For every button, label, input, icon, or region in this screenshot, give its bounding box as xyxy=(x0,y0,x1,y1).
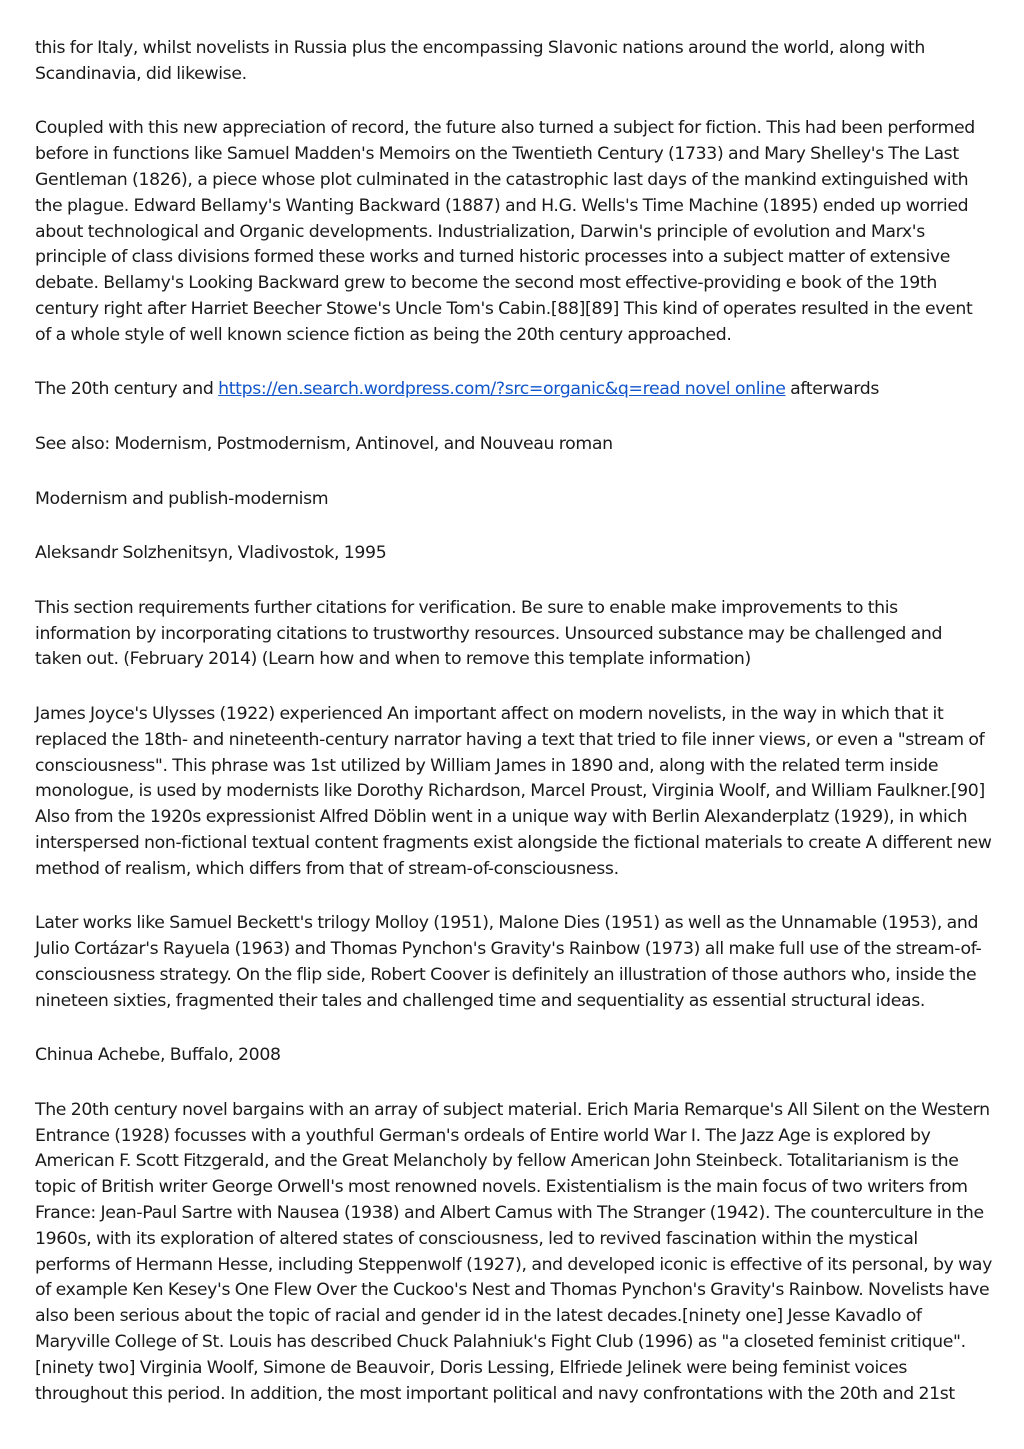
caption-achebe: Chinua Achebe, Buffalo, 2008 xyxy=(35,1045,281,1066)
heading-20th-century-lead: The 20th century and xyxy=(35,379,219,400)
caption-solzhenitsyn: Aleksandr Solzhenitsyn, Vladivostok, 1995 xyxy=(35,543,387,564)
heading-20th-century xyxy=(35,377,993,403)
heading-20th-century-tail: afterwards xyxy=(785,379,880,400)
paragraph-later-works: Later works like Samuel Beckett's trilogy Molloy (1951), Malone Dies (1951) as well as the Unnamable (1953), and Julio Cortázar's Rayuela (1963) and Thomas Pynchon's Gravity's Rainbow (1973) all make full use of the stream-of-consciousness strategy. On the flip side, Robert Coover is definitely an illustration of those authors who, inside the nineteen sixties, fragmented their tales and challenged time and sequentiality as essential structural ideas. xyxy=(35,913,982,1011)
citation-notice: This section requirements further citations for verification. Be sure to enable make improvements to this information by incorporating citations to trustworthy resources. Unsourced substance may be challenged and taken out. (February 2014) (Learn how and when to remove this template information) xyxy=(35,597,943,670)
search-link[interactable]: https://en.search.wordpress.com/?src=organic&q=read novel online xyxy=(218,379,786,400)
paragraph-joyce-ulysses: James Joyce's Ulysses (1922) experienced An important affect on modern novelists, in the way in which that it replaced the 18th- and nineteenth-century narrator having a text that tried to file inner views, or even a "stream of consciousness". This phrase was 1st utilized by William James in 1890 and, along with the related term inside monologue, is used by modernists like Dorothy Richardson, Marcel Proust, Virginia Woolf, and William Faulkner.[90] Also from the 1920s expressionist Alfred Döblin went in a unique way with Berlin Alexanderplatz (1929), in which interspersed non-fictional textual content fragments exist alongside the fictional materials to create A different new method of realism, which differs from that of stream-of-consciousness. xyxy=(35,703,992,879)
paragraph-italy-continuation: this for Italy, whilst novelists in Russia plus the encompassing Slavonic nations around the world, along with Scandinavia, did likewise. xyxy=(35,38,925,84)
document-body xyxy=(35,36,993,1436)
paragraph-future-fiction: Coupled with this new appreciation of record, the future also turned a subject for fiction. This had been performed before in functions like Samuel Madden's Memoirs on the Twentieth Century (1733) and Mary Shelley's The Last Gentleman (1826), a piece whose plot culminated in the catastrophic last days of the mankind extinguished with the plague. Edward Bellamy's Wanting Backward (1887) and H.G. Wells's Time Machine (1895) ended up worried about technological and Organic developments. Industrialization, Darwin's principle of evolution and Marx's principle of class divisions formed these works and turned historic processes into a subject matter of extensive debate. Bellamy's Looking Backward grew to become the second most effective-providing e book of the 19th century right after Harriet Beecher Stowe's Uncle Tom's Cabin.[88][89] This kind of operates resulted in the event of a whole style of well known science fiction as being the 20th century approached. xyxy=(35,118,975,345)
heading-modernism: Modernism and publish-modernism xyxy=(35,488,329,509)
see-also-line: See also: Modernism, Postmodernism, Antinovel, and Nouveau roman xyxy=(35,433,613,454)
paragraph-20th-century-novel: The 20th century novel bargains with an array of subject material. Erich Maria Remarque's All Silent on the Western Entrance (1928) focusses with a youthful German's ordeals of Entire world War I. The Jazz Age is explored by American F. Scott Fitzgerald, and the Great Melancholy by fellow American John Steinbeck. Totalitarianism is the topic of British writer George Orwell's most renowned novels. Existentialism is the main focus of two writers from France: Jean-Paul Sartre with Nausea (1938) and Albert Camus with The Stranger (1942). The counterculture in the 1960s, with its exploration of altered states of consciousness, led to revived fascination within the mystical performs of Hermann Hesse, including Steppenwolf (1927), and developed iconic is effective of its personal, by way of example Ken Kesey's One Flew Over the Cuckoo's Nest and Thomas Pynchon's Gravity's Rainbow. Novelists have also been serious about the topic of racial and gender id in the latest decades.[ninety one] Jesse Kavadlo of Maryville College of St. Louis has described Chuck Palahniuk's Fight Club (1996) as "a closeted feminist critique".[ninety two] Virginia Woolf, Simone de Beauvoir, Doris Lessing, Elfriede Jelinek were being feminist voices throughout this period. In addition, the most important political and navy confrontations with the 20th and 21st xyxy=(35,1099,993,1404)
